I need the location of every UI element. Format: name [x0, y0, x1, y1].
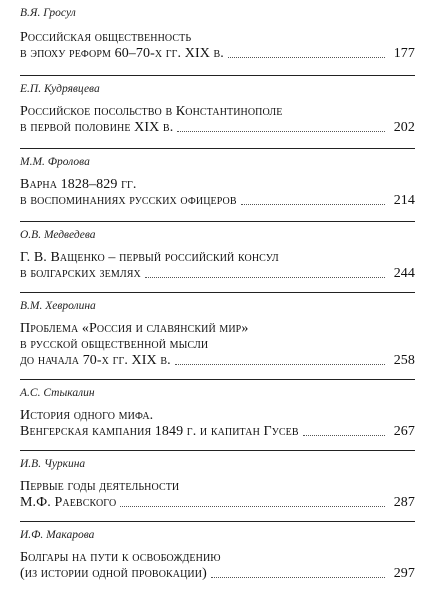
- entry-title-line: Российское посольство в Константинополе: [20, 104, 283, 119]
- entry-author: Е.П. Кудрявцева: [20, 83, 100, 95]
- entry-title-line: Г. В. Ващенко – первый российский консул: [20, 250, 279, 265]
- entry-title: [20, 104, 415, 136]
- entry-title-line: М.Ф. Раевского: [20, 495, 117, 510]
- entry-title-line: в эпоху реформ 60–70-х гг. XIX в.: [20, 46, 224, 61]
- dot-leader: [175, 363, 385, 365]
- entry-title-line: Болгары на пути к освобождению: [20, 550, 221, 565]
- entry-page-number: 214: [393, 193, 415, 208]
- entry-author: М.М. Фролова: [20, 156, 90, 168]
- entry-title: [20, 550, 415, 582]
- toc-entry: [20, 451, 415, 522]
- toc-entry: [20, 380, 415, 451]
- toc-entry: [20, 76, 415, 149]
- entry-title: [20, 177, 415, 209]
- entry-author: И.Ф. Макарова: [20, 529, 95, 541]
- table-of-contents: [20, 0, 415, 592]
- entry-author: О.В. Медведева: [20, 229, 96, 241]
- entry-author: А.С. Стыкалин: [20, 387, 95, 399]
- entry-page-number: 258: [393, 353, 415, 368]
- entry-title-line: в воспоминаниях русских офицеров: [20, 193, 237, 208]
- toc-entry: [20, 293, 415, 380]
- toc-entry: [20, 222, 415, 293]
- entry-author: В.Я. Гросул: [20, 7, 76, 19]
- entry-title: [20, 408, 415, 440]
- entry-title-line: (из истории одной провокации): [20, 566, 207, 581]
- entry-title: [20, 321, 415, 369]
- entry-title-line: Первые годы деятельности: [20, 479, 180, 494]
- entry-title-line: История одного мифа.: [20, 408, 154, 423]
- entry-title: [20, 30, 415, 62]
- toc-entry: [20, 522, 415, 592]
- entry-title-line: в первой половине XIX в.: [20, 120, 174, 135]
- dot-leader: [211, 576, 385, 578]
- toc-entry: [20, 0, 415, 76]
- dot-leader: [177, 130, 385, 132]
- entry-title-line: до начала 70-х гг. XIX в.: [20, 353, 171, 368]
- entry-title: [20, 250, 415, 282]
- entry-title-line: Варна 1828–829 гг.: [20, 177, 137, 192]
- entry-page-number: 202: [393, 120, 415, 135]
- entry-title-line: в болгарских землях: [20, 266, 141, 281]
- entry-title-line: Российская общественность: [20, 30, 192, 45]
- entry-page-number: 297: [393, 566, 415, 581]
- dot-leader: [120, 505, 385, 507]
- dot-leader: [241, 203, 385, 205]
- entry-title-line: Проблема «Россия и славянский мир»: [20, 321, 249, 336]
- entry-author: В.М. Хевролина: [20, 300, 96, 312]
- entry-title: [20, 479, 415, 511]
- entry-page-number: 287: [393, 495, 415, 510]
- dot-leader: [303, 434, 385, 436]
- entry-title-line: в русской общественной мысли: [20, 337, 209, 352]
- dot-leader: [228, 56, 385, 58]
- entry-author: И.В. Чуркина: [20, 458, 86, 470]
- entry-page-number: 244: [393, 266, 415, 281]
- dot-leader: [145, 276, 385, 278]
- entry-page-number: 267: [393, 424, 415, 439]
- toc-entry: [20, 149, 415, 222]
- entry-page-number: 177: [393, 46, 415, 61]
- entry-title-line: Венгерская кампания 1849 г. и капитан Гусев: [20, 424, 299, 439]
